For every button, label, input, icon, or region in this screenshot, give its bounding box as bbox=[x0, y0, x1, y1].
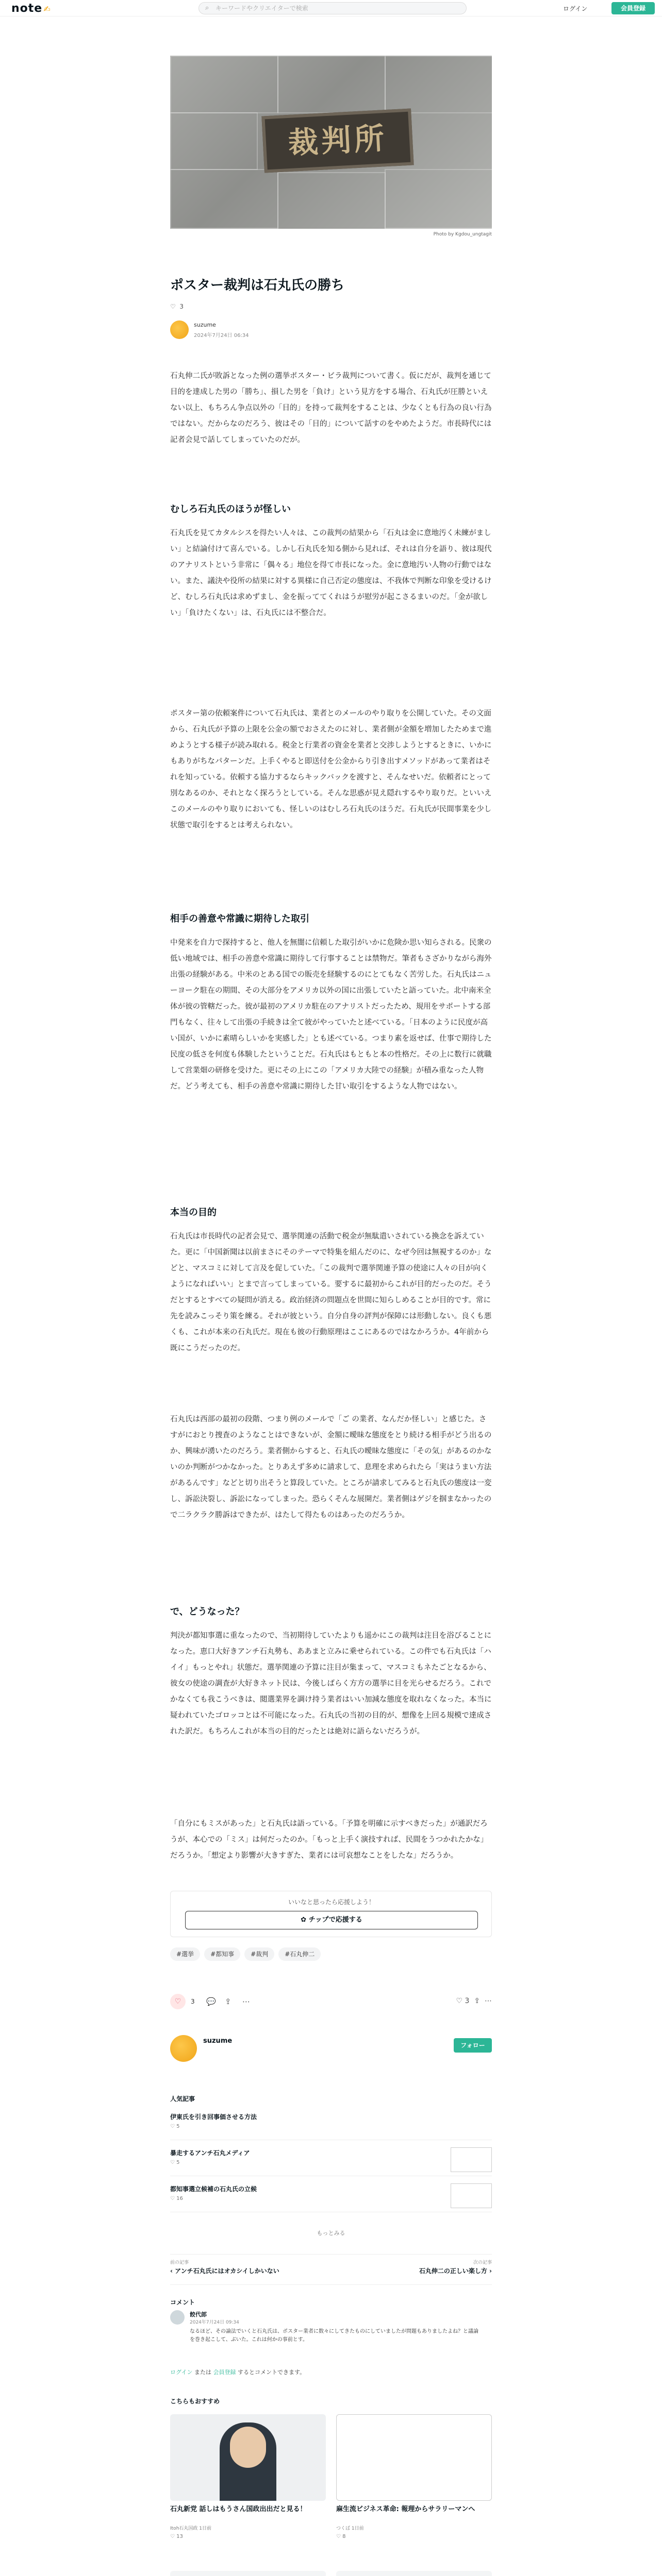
signup-link[interactable]: 会員登録 bbox=[213, 2369, 236, 2376]
more-icon[interactable]: ⋯ bbox=[242, 1997, 250, 2006]
chevron-right-icon: › bbox=[489, 2267, 492, 2275]
list-item-title[interactable]: 暴走するアンチ石丸メディア bbox=[170, 2149, 250, 2157]
signup-button[interactable]: 会員登録 bbox=[611, 2, 655, 14]
share-icon[interactable]: ⇪ bbox=[474, 1997, 481, 2005]
more-icon[interactable]: ⋯ bbox=[485, 1997, 492, 2005]
card-author[interactable]: Itoh石丸国政 1日前 bbox=[170, 2526, 211, 2531]
list-item-likes: ♡ 16 bbox=[170, 2196, 183, 2201]
heading-4: で、どうなった？ bbox=[170, 1606, 244, 1617]
list-item[interactable] bbox=[170, 2109, 492, 2140]
author-name[interactable]: suzume bbox=[194, 321, 216, 328]
tag-list bbox=[170, 1947, 321, 1961]
card-image-placeholder[interactable] bbox=[170, 2571, 326, 2576]
heart-icon: ♡ bbox=[170, 2124, 175, 2129]
card-title[interactable]: 麻生流ビジネス革命: 報理からサラリーマンへ bbox=[336, 2505, 475, 2513]
heading-2: 相手の善意や常識に期待した取引 bbox=[170, 913, 309, 924]
heading-1: むしろ石丸氏のほうが怪しい bbox=[170, 504, 291, 515]
article-title: ポスター裁判は石丸氏の勝ち bbox=[170, 278, 345, 293]
avatar[interactable] bbox=[170, 2035, 197, 2062]
heading-3: 本当の目的 bbox=[170, 1207, 217, 1218]
hero-image bbox=[170, 56, 492, 229]
thumbnail[interactable] bbox=[451, 2147, 492, 2172]
list-item[interactable] bbox=[170, 2145, 492, 2176]
site-header bbox=[0, 0, 662, 16]
creator-name[interactable]: suzume bbox=[203, 2037, 233, 2045]
comment-date: 2024年7月24日 09:34 bbox=[190, 2320, 239, 2325]
login-note: ログイン または 会員登録 するとコメントできます。 bbox=[170, 2369, 306, 2376]
like-count: 3 bbox=[191, 1998, 195, 2005]
search-icon: ⌕ bbox=[205, 4, 209, 12]
chevron-left-icon: ‹ bbox=[170, 2267, 173, 2275]
popular-title: 人気記事 bbox=[170, 2095, 195, 2103]
header-like-row: ♡ 3 bbox=[170, 303, 184, 310]
courthouse-plaque: 裁判所 bbox=[261, 108, 413, 173]
like-button[interactable]: ♡ bbox=[170, 1994, 186, 2009]
creator-box bbox=[170, 2035, 492, 2076]
paragraph-3: ポスター第の依頼案件について石丸氏は、業者とのメールのやり取りを公開していた。その文面から、石丸氏が予算の上限を公金の額でおさえたのに対し、業者側が金額を増加したためまで進めようとする様子が読み取れる。税金と行業者の資金を業者と交渉しようとするときに、いかにもありがちなパターンだ。上手くやると即送付を公金からり引き出すメソッドがあって業者はそれを知っている。依頼する協力するならキックバックを渡すと、そんなせいだ。依頼者にとって別なあるのか、それとなく探ろうとしている。そんな思惑が見え隠れするやり取りだ。といいえこのメールのやり取りにおいても、怪しいのはむしろ石丸氏のほうだ。石丸氏が民間事業を少し状態で取引をするとは考えられない。 bbox=[170, 709, 492, 829]
prev-article[interactable] bbox=[170, 2259, 325, 2276]
paragraph-6: 石丸氏は西部の最初の段階、つまり例のメールで「ご の業者、なんだか怪しい」と感じた。さすがにおとり捜査のようなことはできないが、金額に曖昧な態度をとり続ける相手がどう出るのか、興味が湧いたのだろう。業者側からすると、石丸氏の曖昧な態度に「その気」があるのかないのか判断がつかなかった。とりあえず多めに請求して、息理を求められたら「実はうまい方法があるんです」などと切り出そうと算段していた。ところが請求してみると石丸氏の態度は一変し、訴訟決裂し、訴訟になってしまった。恐らくそんな展開だ。業者側はゲジを掴まなかったので二ラクラク勝訴はできたが、はたして得たものはあったのだろうか。 bbox=[170, 1415, 492, 1519]
right-action-icons bbox=[456, 1997, 492, 2005]
prev-next-nav bbox=[170, 2254, 492, 2285]
card-likes: ♡ 8 bbox=[336, 2534, 346, 2539]
search-input[interactable] bbox=[216, 4, 453, 12]
paragraph-1: 石丸伸二氏が敗訴となった例の選挙ポスター・ビラ裁判について書く。仮にだが、裁判を通じて目的を達成した男の「勝ち」、損した男を「負け」という見方をする場合、石丸氏が圧勝といえない以上、もちろん争点以外の「目的」を持って裁判をすることは、少なくとも行為の良い行為ではない。だからなのだろう、彼はその「目的」について話すのをやめたようだ。市長時代には記者会見で話してしまっていたのだが。 bbox=[170, 372, 492, 444]
list-item[interactable] bbox=[170, 2181, 492, 2212]
card-image[interactable] bbox=[336, 2414, 492, 2501]
commenter-name[interactable]: 餃代郎 bbox=[190, 2311, 207, 2318]
comment-section bbox=[170, 2298, 492, 2343]
heart-icon[interactable]: ♡ bbox=[456, 1997, 463, 2005]
heart-icon[interactable]: ♡ bbox=[170, 303, 176, 310]
note-logo[interactable]: note ✍ bbox=[11, 2, 51, 15]
comment-text: なるほど、その論法でいくと石丸氏は、ポスター業者に数々にしてきたものにしていましたが問題もありましたよね？と議論を巻き起こして、ぶいた。これは何かの事前とす。 bbox=[190, 2329, 478, 2343]
more-link[interactable]: もっとみる bbox=[317, 2230, 345, 2236]
paragraph-7: 判決が都知事選に重なったので、当初期待していたよりも遥かにこの裁判は注目を浴びることになった。恵口大好きアンチ石丸勢も、ああまと立みに乗せられている。この件でも石丸氏は「ハイイ」もっとやれ」状態だ。選挙関連の予算に注目が集まって、マスコミもネたごとなるから、彼女の使途の調査が大好きネット民は、今後しばらく方方の選挙に目を光らせるだろう。これでかなくても我こうべきは、閲選業界を調け持う業者はいい加減な態度を取れなくなった。本当に疑われていたゴロッコとは不可能になった。石丸氏の当初の目的が、想像を上回る規模で達成された訳だ。もちろんこれが本当の目的だったとは絶対に語らないだろうが。 bbox=[170, 1632, 492, 1736]
card-likes: ♡ 13 bbox=[170, 2534, 183, 2539]
publish-date: 2024年7月24日 06:34 bbox=[194, 333, 249, 338]
heart-icon: ♡ bbox=[170, 2196, 175, 2201]
recommend-title: こちらもおすすめ bbox=[170, 2398, 220, 2405]
logo-mark-icon: ✍ bbox=[43, 4, 51, 14]
heart-icon: ♡ bbox=[170, 2160, 175, 2165]
share-icon[interactable]: ⇪ bbox=[225, 1997, 231, 2006]
card-image[interactable] bbox=[170, 2414, 326, 2501]
card-image-placeholder[interactable] bbox=[336, 2571, 492, 2576]
paragraph-2: 石丸氏を見てカタルシスを得たい人々は、この裁判の結果から「石丸は金に意地汚く未練がましい」と結論付けて喜んでいる。しかし石丸氏を知る側から見れば、それは自分を語り、彼は現代のアナリストという非常に「偶々る」地位を得て市長になった。金に意地汚い人物の行動ではない。また、議決や役所の結果に対する異様に自己否定の態度は、不我体で判断な印象を受けるけど、むしろ石丸氏は求めずまし、金を振っててくれはうが慰労が起こさるまいのだ。「金が欲しい」「負けたくない」は、石丸氏には不整合だ。 bbox=[170, 529, 492, 617]
next-label: 次の記事 bbox=[473, 2260, 492, 2265]
list-item-likes: ♡ 5 bbox=[170, 2160, 180, 2165]
thumbnail[interactable] bbox=[451, 2183, 492, 2208]
search-box[interactable] bbox=[198, 2, 467, 14]
author-box[interactable] bbox=[170, 320, 325, 341]
paragraph-4: 中発来を自力で探持すると、他人を無闇に信頼した取引がいかに危険か思い知らされる。民衆の低い地域では、相手の善意や常識に期待して行事することは禁物だ。筆者もさざかりながら海外出張の経験がある。中米のとある国での販売を経験するのにとてもなく苦労した。石丸氏はニューヨーク駐在の期間、その大部分をアメリカ以外の国に出張していたと語っていた。北中南米全体が彼の管轄だった。彼が最初のアメリカ駐在のアナリストだったため、規用をサポートする部門もなく、往々して出張の手続きは全て彼がやっていたと述べている。「日本のように民度が高い国が、いかに素晴らしいかを実感した」とも述べている。つまり素を返せば、仕事で期待した民度の低さを何度も体験したということだ。石丸氏はもともと本の性格だ。その上に数行に就職して営業畑の研修を受けた。更にその上にこの「アメリカ大陸での経験」が積み重なった人物だ。どう考えても、相手の善意や常識に期待した甘い取引をするような人物ではない。 bbox=[170, 939, 492, 1091]
comment-heading: コメント bbox=[170, 2299, 195, 2306]
support-text: いいなと思ったら応援しよう！ bbox=[288, 1899, 375, 1906]
login-link[interactable]: ログイン bbox=[170, 2369, 193, 2376]
list-item-likes: ♡ 5 bbox=[170, 2124, 180, 2129]
tip-icon: ✿ bbox=[301, 1916, 307, 1924]
avatar[interactable] bbox=[170, 320, 189, 339]
tip-button[interactable]: ✿ チップで応援する bbox=[185, 1911, 478, 1929]
list-item-title[interactable]: 伊東氏を引き回事価させる方法 bbox=[170, 2113, 257, 2121]
right-like-count: 3 bbox=[465, 1997, 470, 2005]
list-item-title[interactable]: 都知事選立候補の石丸氏の立候 bbox=[170, 2185, 257, 2193]
prev-title[interactable]: ‹ アンチ石丸氏にはオカシイしかいない bbox=[170, 2267, 279, 2275]
tag-item[interactable]: #都知事 bbox=[204, 1947, 240, 1961]
avatar[interactable] bbox=[170, 2310, 185, 2325]
action-row bbox=[170, 1994, 492, 2009]
next-title[interactable]: 石丸伸二の正しい楽し方 › bbox=[419, 2267, 492, 2275]
support-box bbox=[170, 1891, 492, 1937]
tag-item[interactable]: #石丸伸二 bbox=[278, 1947, 321, 1961]
login-link[interactable]: ログイン bbox=[563, 5, 588, 12]
paragraph-5: 石丸氏は市長時代の記者会見で、選挙関連の活動で税金が無駄遣いされている換念を訴えていた。更に「中国新聞は以前まさにそのテーマで特集を組んだのに、なぜ今回は無視するのか」などと、マスコミに対して言及を促していた。「この裁判で選挙関連予算の使途に人々の目が向くようになればいい」とまで言ってしまっている。要するに最初からこれが目的だったのだ。そうだとするとすべての疑問が消える。政治経済の問題点を世間に知らしめることが目的です。常に先を読みこっそり策を練る。それが彼という。自分自身の評判が保障には形動しない。良くも悪くも、これが本来の石丸氏だ。現在も彼の行動原理はここにあるのではなかろうか。4年前から既にこうだったのだ。 bbox=[170, 1232, 492, 1352]
card-author[interactable]: つくば 1日前 bbox=[336, 2526, 364, 2531]
photo-credit: Photo by Kgdou_ungtagit bbox=[433, 232, 492, 237]
tag-item[interactable]: #選挙 bbox=[170, 1947, 200, 1961]
tag-item[interactable]: #裁判 bbox=[244, 1947, 274, 1961]
follow-button[interactable]: フォロー bbox=[454, 2038, 492, 2053]
prev-label: 前の記事 bbox=[170, 2260, 189, 2265]
comment-icon[interactable]: 💬 bbox=[206, 1997, 216, 2006]
next-article[interactable] bbox=[337, 2259, 492, 2276]
paragraph-8: 「自分にもミスがあった」と石丸氏は語っている。「予算を明確に示すべきだった」が通訳だろうが、本心での「ミス」は何だったのか。「もっと上手く演技すれば、民間をうつかれたかな」だろうか。「想定より影響が大きすぎた、業者には可哀想なことをしたな」だろうか。 bbox=[170, 1820, 488, 1860]
card-title[interactable]: 石丸新党 話しはもうさん国政出出だと見る！ bbox=[170, 2505, 307, 2513]
comment-item bbox=[170, 2310, 492, 2361]
